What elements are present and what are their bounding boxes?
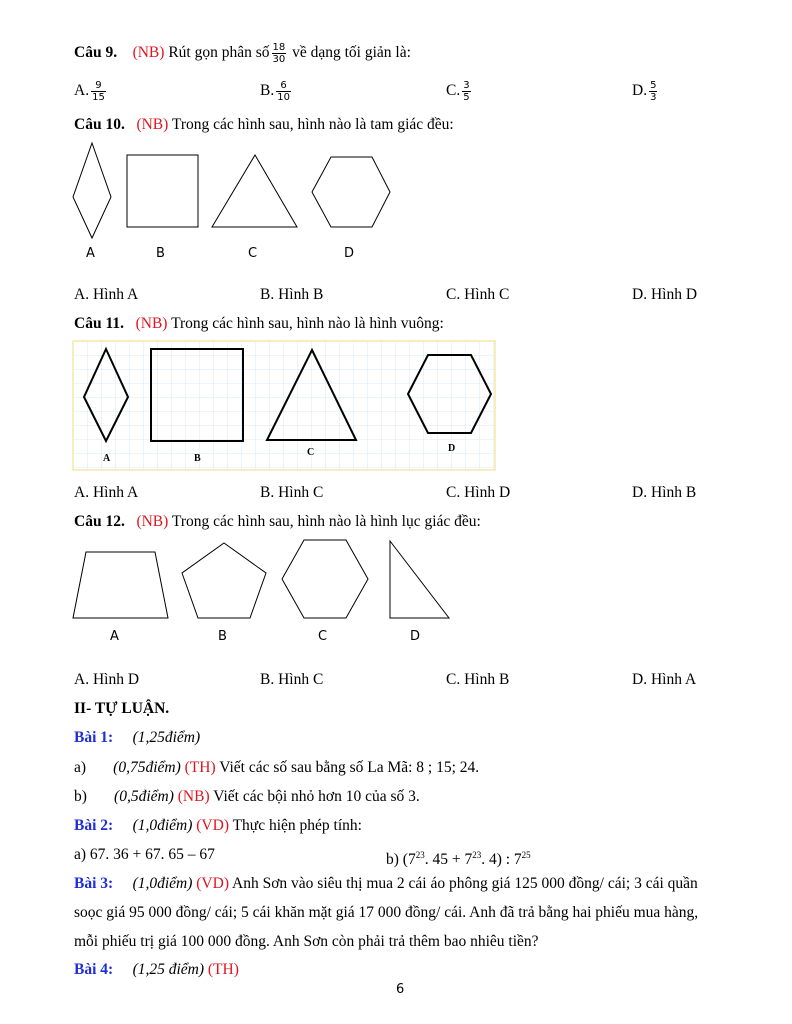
figure-label-a: A bbox=[103, 453, 111, 464]
question-text: Trong các hình sau, hình nào là hình lục giác đều: bbox=[171, 513, 481, 530]
pentagon-shape bbox=[182, 543, 266, 618]
page-number: 6 bbox=[396, 982, 405, 997]
figure-label-b: B bbox=[218, 629, 227, 644]
option-c[interactable]: C. Hình C bbox=[446, 286, 510, 303]
exercise-2: Bài 2: (1,0điểm) (VD) Thực hiện phép tính: bbox=[74, 817, 362, 834]
hexagon-shape bbox=[282, 540, 368, 618]
option-a[interactable]: A. Hình D bbox=[74, 671, 140, 688]
option-b[interactable]: B. Hình B bbox=[260, 286, 324, 303]
figure-label-d: D bbox=[448, 443, 456, 454]
exercise-label: Bài 2: bbox=[74, 817, 114, 834]
question-text: Rút gọn phân số bbox=[168, 44, 270, 62]
option-a[interactable]: A. $\frac{9}{15}$ bbox=[74, 80, 105, 103]
question-label: Câu 9. bbox=[74, 44, 118, 62]
figure-label-d: D bbox=[344, 246, 355, 261]
option-c[interactable]: C. Hình B bbox=[446, 671, 510, 688]
fraction: $\frac{18}{30}$ bbox=[272, 42, 286, 65]
exercise-1b: b) (0,5điểm) (NB) Viết các bội nhỏ hơn 10 của số 3. bbox=[74, 788, 420, 805]
figure-label-d: D bbox=[410, 629, 421, 644]
exercise-3-line3: mỗi phiếu trị giá 100 000 đồng. Anh Sơn còn phải trả thêm bao nhiêu tiền? bbox=[74, 933, 539, 950]
option-d[interactable]: D. $\frac{5}{3}$ bbox=[632, 80, 657, 103]
question-text: Trong các hình sau, hình nào là tam giác đều: bbox=[171, 116, 454, 133]
exercise-4: Bài 4: (1,25 điểm) (TH) bbox=[74, 961, 239, 978]
exercise-points: (1,25điểm) bbox=[132, 729, 201, 746]
exercise-label: Bài 3: bbox=[74, 875, 114, 892]
figure-label-a: A bbox=[86, 246, 95, 261]
figure-label-c: C bbox=[307, 447, 315, 458]
option-d[interactable]: D. Hình B bbox=[632, 484, 697, 501]
section-heading: II- TỰ LUẬN. bbox=[74, 700, 170, 717]
option-a[interactable]: A. Hình A bbox=[74, 286, 139, 303]
option-c[interactable]: C. Hình D bbox=[446, 484, 511, 501]
exercise-3: Bài 3: (1,0điểm) (VD) Anh Sơn vào siêu thị mua 2 cái áo phông giá 125 000 đồng/ cái; 3 cái quần bbox=[74, 875, 698, 892]
question-label: Câu 10. bbox=[74, 116, 125, 133]
exercise-label: Bài 4: bbox=[74, 961, 114, 978]
option-d[interactable]: D. Hình D bbox=[632, 286, 698, 303]
question-text: Trong các hình sau, hình nào là hình vuông: bbox=[171, 315, 444, 332]
exercise-1a: a) (0,75điểm) (TH) Viết các số sau bằng số La Mã: 8 ; 15; 24. bbox=[74, 759, 480, 776]
level-tag: (NB) bbox=[132, 44, 165, 62]
exercise-2a: a) 67. 36 + 67. 65 – 67 bbox=[74, 846, 215, 863]
option-c[interactable]: C. $\frac{3}{5}$ bbox=[446, 80, 470, 103]
level-tag: (NB) bbox=[136, 513, 169, 530]
option-a[interactable]: A. Hình A bbox=[74, 484, 139, 501]
figure-label-a: A bbox=[110, 629, 119, 644]
exercise-label: Bài 1: bbox=[74, 729, 114, 746]
option-b[interactable]: B. Hình C bbox=[260, 671, 324, 688]
option-b[interactable]: B. $\frac{6}{10}$ bbox=[260, 80, 290, 103]
right-triangle-shape bbox=[390, 541, 449, 618]
question-label: Câu 11. bbox=[74, 315, 124, 332]
trapezoid-shape bbox=[73, 552, 168, 618]
exercise-3-line2: soọc giá 95 000 đồng/ cái; 5 cái khăn mặt giá 17 000 đồng/ cái. Anh đã trả bằng hai phiếu mua hàng, bbox=[74, 904, 699, 921]
exercise-1 bbox=[74, 728, 200, 748]
level-tag: (NB) bbox=[135, 315, 168, 332]
exercise-2b: b) ($7^{23}$. $45 + 7^{23}$. 4) : $7^{25}$ bbox=[386, 850, 531, 869]
figure-label-b: B bbox=[156, 246, 165, 261]
level-tag: (NB) bbox=[136, 116, 169, 133]
figure-label-c: C bbox=[248, 246, 258, 261]
option-d[interactable]: D. Hình A bbox=[632, 671, 697, 688]
figure-label-c: C bbox=[318, 629, 328, 644]
figure-label-b: B bbox=[194, 453, 201, 464]
question-label: Câu 12. bbox=[74, 513, 125, 530]
question-text: về dạng tối giản là: bbox=[292, 44, 411, 62]
option-b[interactable]: B. Hình C bbox=[260, 484, 324, 501]
